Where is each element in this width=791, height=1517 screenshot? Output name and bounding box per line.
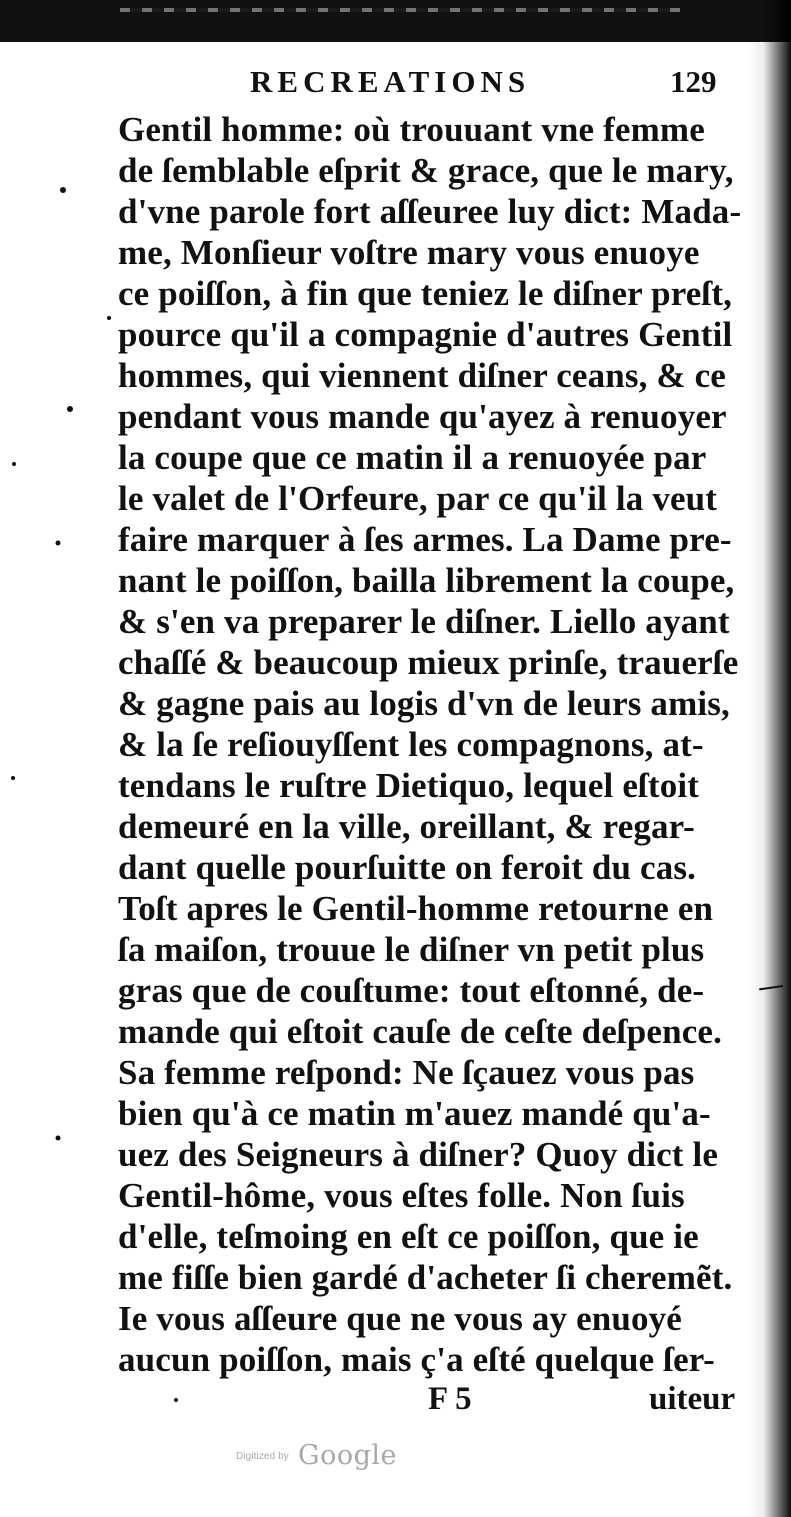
page-number: 129 [670, 64, 717, 99]
speck-6 [11, 776, 15, 780]
text-line-14: chaſſé & beaucoup mieux prinſe, trauerſe [118, 643, 739, 682]
running-head: RECREATIONS [250, 64, 531, 99]
speck-2 [107, 316, 111, 320]
text-line-11: faire marquer à ſes armes. La Dame pre- [118, 520, 732, 559]
text-line-10: le valet de l'Orfeure, par ce qu'il la veut [118, 479, 718, 518]
page-header [250, 66, 750, 106]
main-text-block [118, 109, 758, 1380]
text-line-5: ce poiſſon, à fin que teniez le diſner preſt, [118, 274, 733, 313]
text-line-3: d'vne parole fort aſſeuree luy dict: Mada- [118, 192, 742, 231]
text-line-20: Toſt apres le Gentil-homme retourne en [118, 889, 714, 928]
text-line-31: aucun poiſſon, mais ç'a eſté quelque ſer- [118, 1340, 715, 1379]
text-line-8: pendant vous mande qu'ayez à renuoyer [118, 397, 727, 436]
page-footer [0, 1383, 791, 1423]
text-line-15: & gagne pais au logis d'vn de leurs amis, [118, 684, 730, 723]
text-line-7: hommes, qui viennent diſner ceans, & ce [118, 356, 726, 395]
text-line-12: nant le poiſſon, bailla librement la coupe, [118, 561, 735, 600]
digitized-watermark [236, 1442, 416, 1472]
speck-7 [56, 1136, 61, 1141]
text-line-4: me, Monſieur voſtre mary vous enuoye [118, 233, 700, 272]
speck-5 [56, 541, 61, 546]
text-line-23: mande qui eſtoit cauſe de ceſte deſpence. [118, 1012, 722, 1051]
signature-mark: F 5 [428, 1381, 472, 1417]
speck-1 [60, 187, 66, 193]
text-line-19: dant quelle pourſuitte on feroit du cas. [118, 848, 697, 887]
text-line-6: pource qu'il a compagnie d'autres Gentil [118, 315, 733, 354]
text-line-25: bien qu'à ce matin m'auez mandé qu'a- [118, 1094, 711, 1133]
text-line-9: la coupe que ce matin il a renuoyée par [118, 438, 707, 477]
text-line-17: tendans le ruſtre Dietiquo, lequel eſtoit [118, 766, 700, 805]
text-line-27: Gentil-hôme, vous eſtes folle. Non ſuis [118, 1176, 685, 1215]
text-line-30: Ie vous aſſeure que ne vous ay enuoyé [118, 1299, 682, 1338]
text-line-26: uez des Seigneurs à diſner? Quoy dict le [118, 1135, 719, 1174]
text-line-29: me fiſſe bien gardé d'acheter ſi cheremẽt. [118, 1258, 733, 1297]
speck-4 [12, 462, 16, 466]
text-line-28: d'elle, teſmoing en eſt ce poiſſon, que ie [118, 1217, 699, 1256]
catchword: uiteur [649, 1381, 736, 1417]
text-line-16: & la ſe reſiouyſſent les compagnons, at- [118, 725, 704, 764]
speck-3 [67, 406, 73, 412]
text-line-13: & s'en va preparer le diſner. Liello ayant [118, 602, 730, 641]
text-line-18: demeuré en la ville, oreillant, & regar- [118, 807, 695, 846]
text-line-1: Gentil homme: où trouuant vne femme [118, 110, 705, 149]
top-scan-edge [0, 0, 791, 42]
text-line-2: de ſemblable eſprit & grace, que le mary, [118, 151, 734, 190]
text-line-22: gras que de couſtume: tout eſtonné, de- [118, 971, 705, 1010]
text-line-24: Sa femme reſpond: Ne ſçauez vous pas [118, 1053, 695, 1092]
watermark-brand-text: Google [298, 1440, 397, 1471]
watermark-small-text: Digitized by [236, 1451, 289, 1462]
text-line-21: ſa maiſon, trouue le diſner vn petit plus [118, 930, 705, 969]
